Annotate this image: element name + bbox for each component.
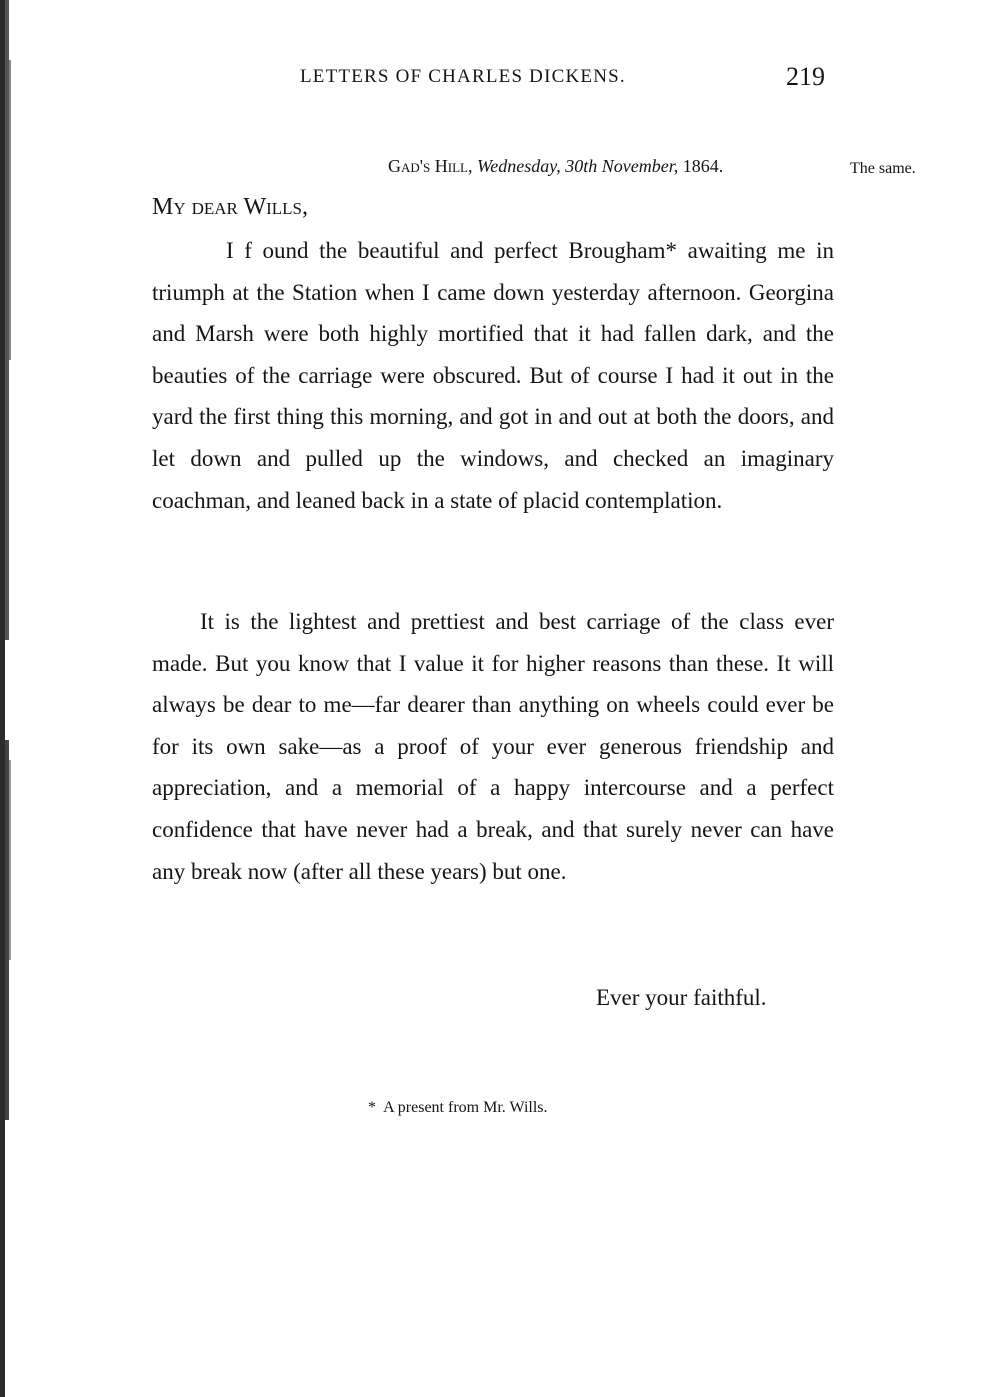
letter-paragraph-2: It is the lightest and prettiest and best carriage of the class ever made. But you know that I value it for higher reasons than these. It will always be dear to me—far dearer than anything on wheels could ever be for its own sake—as a proof of your ever generous friendship and appreciation, and a memorial of a happy intercourse and a perfect confidence that have never had a break, and that surely never can have any break now (after all these years) but one.: [152, 609, 834, 884]
closing-line: Ever your faithful.: [596, 985, 767, 1010]
letter-weekday: Wednesday,: [476, 156, 561, 176]
footnote: [368, 1099, 548, 1117]
margin-note: The same.: [850, 160, 916, 177]
footnote-text: A present from Mr. Wills.: [383, 1099, 548, 1116]
running-title: LETTERS OF CHARLES DICKENS.: [300, 66, 626, 87]
letter-year: 1864.: [682, 156, 724, 176]
letter-dateline: [388, 156, 723, 177]
letter-place: Gad's Hill,: [388, 156, 473, 176]
letter-paragraph-1: I f ound the beautiful and perfect Brougham* awaiting me in triumph at the Station when I came down yesterday afternoon. Georgina and Marsh were both highly mortified that it had fallen dark, and the beauties of the carriage were obscured. But of course I had it out in the yard the first thing this morning, and got in and out at both the doors, and let down and pulled up the windows, and checked an imaginary coachman, and leaned back in a state of placid contemplation.: [152, 238, 834, 513]
page-binding-edge: [0, 0, 14, 1397]
page-number: 219: [786, 62, 825, 91]
letter-date: 30th November,: [565, 156, 679, 176]
footnote-marker: *: [368, 1099, 376, 1116]
salutation: My dear Wills,: [152, 194, 308, 220]
